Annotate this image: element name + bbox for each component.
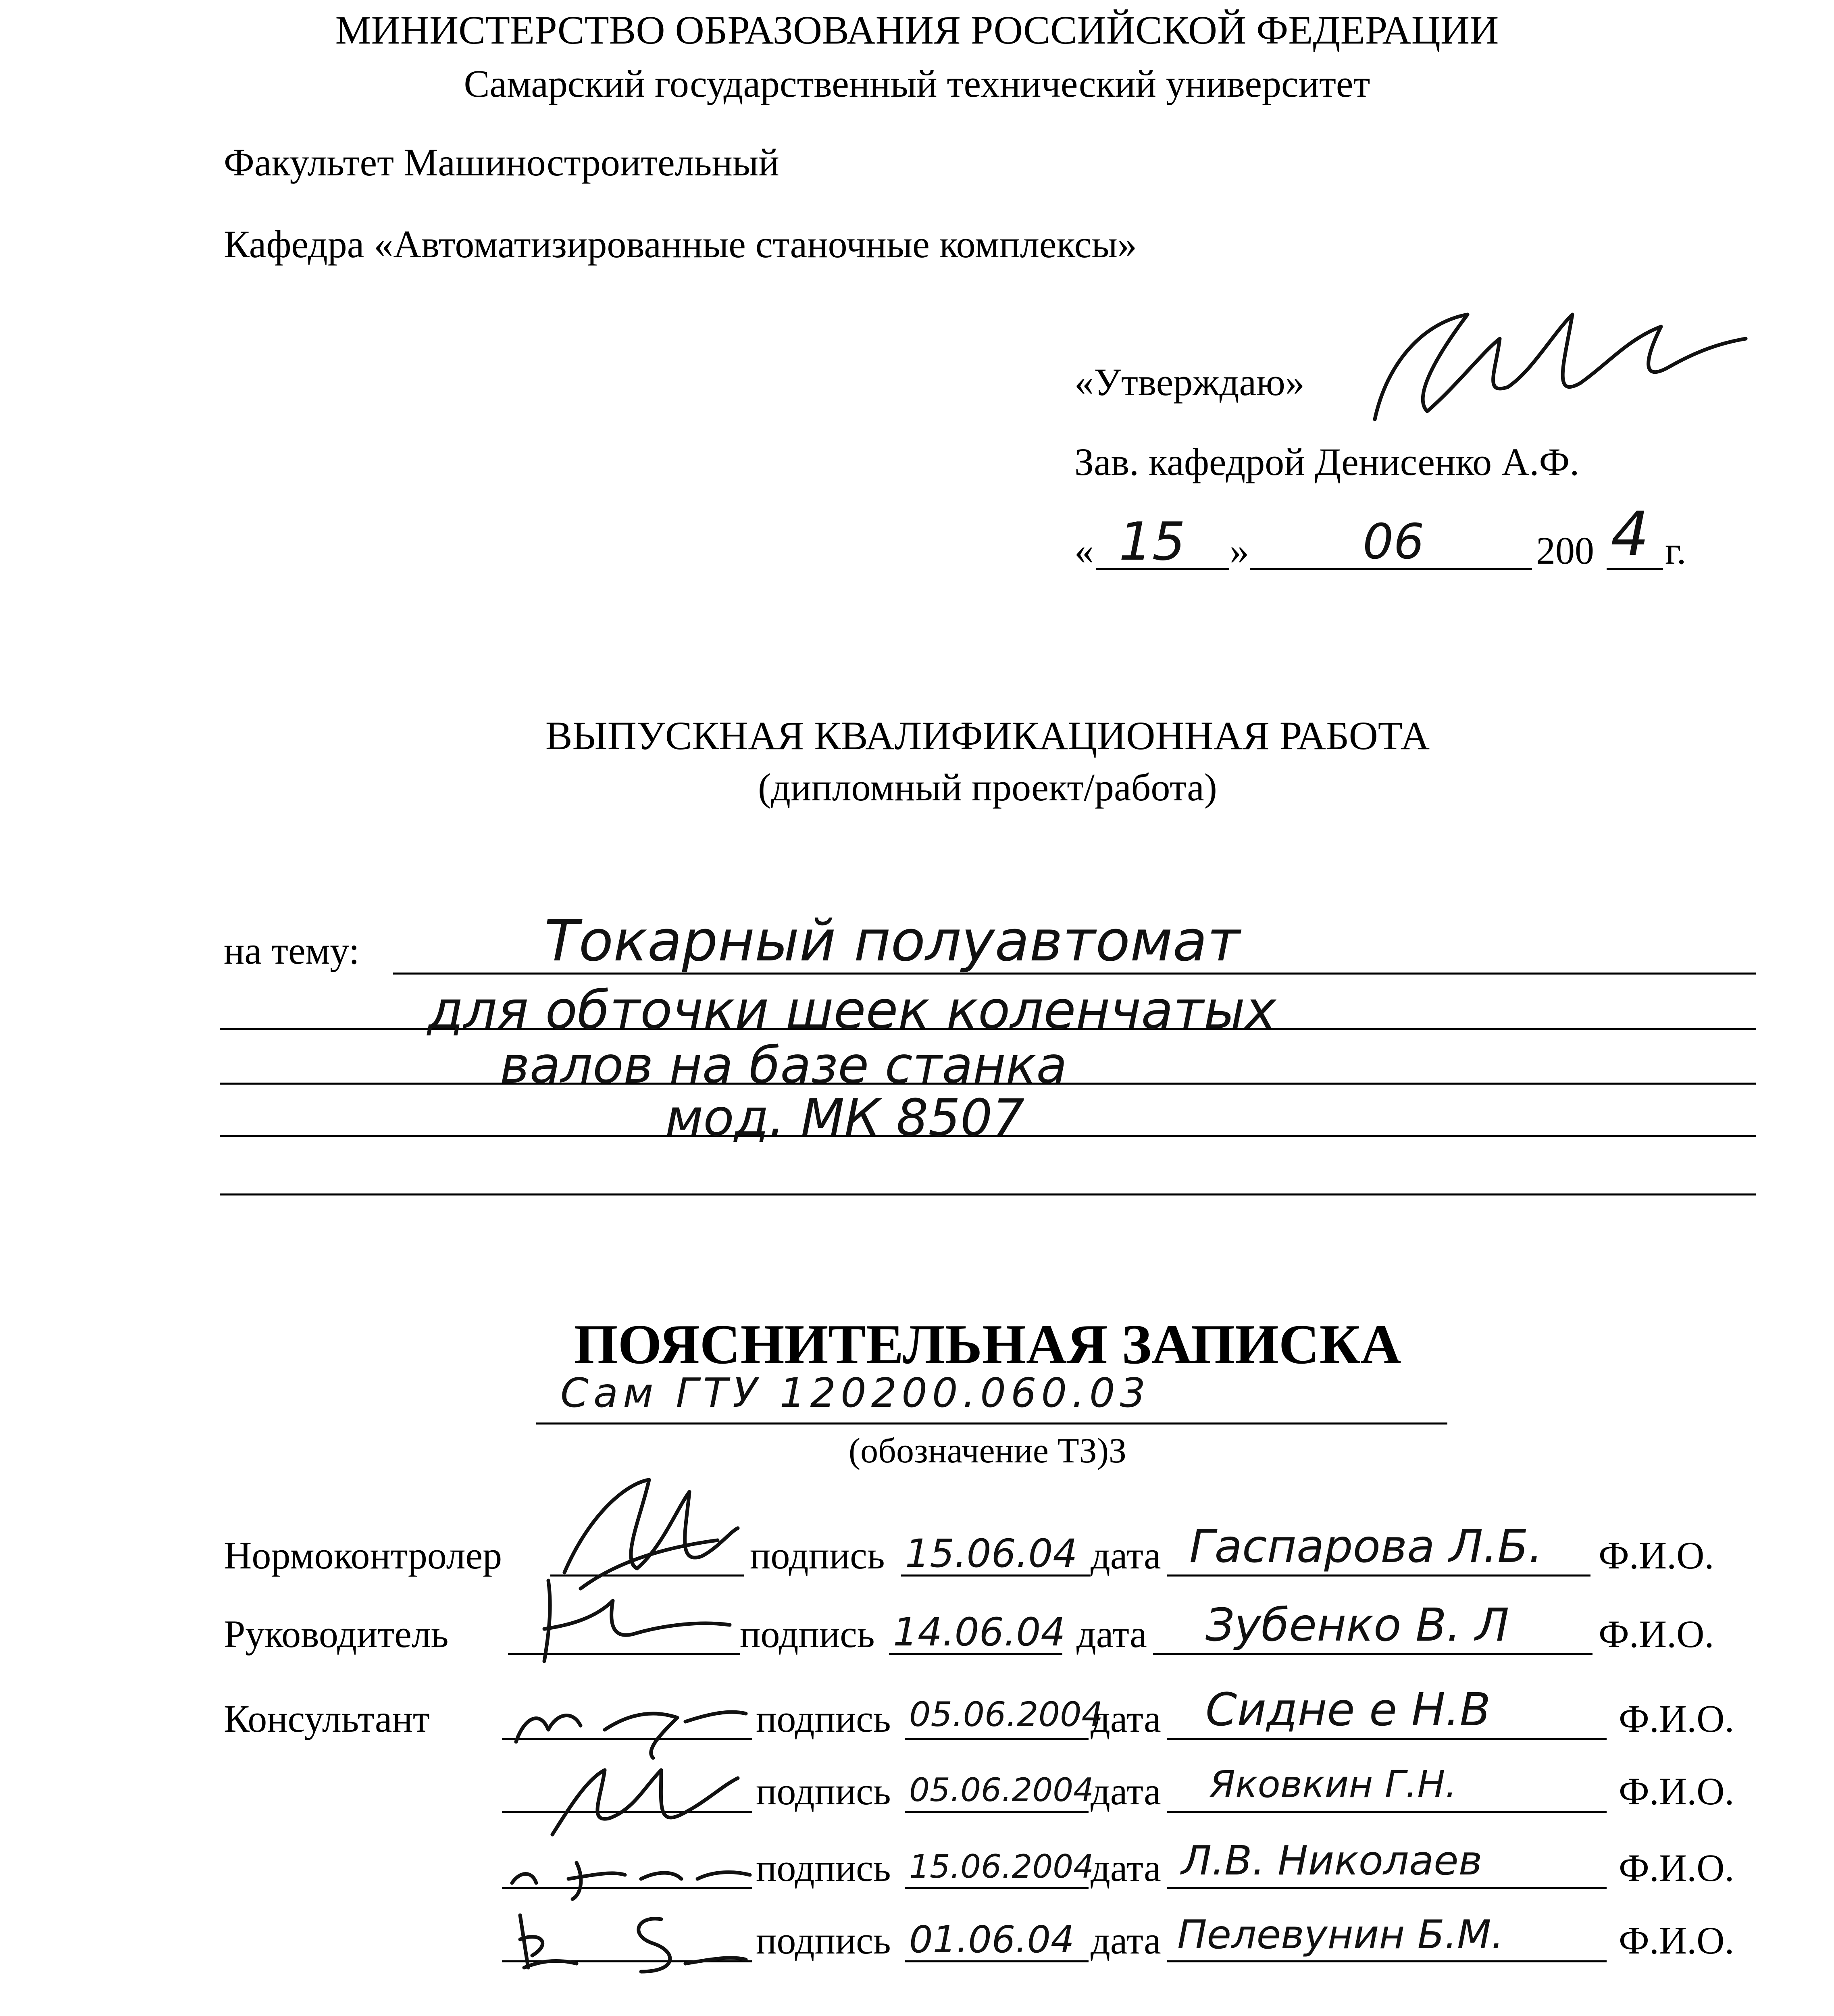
fio-label: Ф.И.О.: [1619, 1919, 1734, 1962]
note-title: ПОЯСНИТЕЛЬНАЯ ЗАПИСКА: [574, 1313, 1401, 1376]
approve-label: «Утверждаю»: [1074, 360, 1305, 404]
head-of-department-label: Зав. кафедрой Денисенко А.Ф.: [1074, 440, 1580, 483]
fio-label: Ф.И.О.: [1599, 1534, 1714, 1577]
fio-label: Ф.И.О.: [1619, 1770, 1734, 1813]
signer-name: Сидне е Н.В: [1205, 1684, 1491, 1736]
work-title: ВЫПУСКНАЯ КВАЛИФИКАЦИОННАЯ РАБОТА: [545, 713, 1430, 758]
designation-caption: (обозначение ТЗ)З: [848, 1431, 1127, 1470]
approval-month: 06: [1363, 514, 1424, 570]
topic-line-5: [220, 1193, 1756, 1195]
department-line: Кафедра «Автоматизированные станочные комплексы»: [224, 223, 1137, 266]
fio-label: Ф.И.О.: [1619, 1697, 1734, 1740]
sign-label: подпись: [740, 1612, 875, 1656]
name-line: [1167, 1738, 1607, 1740]
year-suffix: г.: [1665, 529, 1686, 572]
name-line: [1167, 1574, 1590, 1577]
sign-date: 05.06.2004: [909, 1695, 1103, 1734]
designation-underline: [536, 1422, 1447, 1425]
sign-date: 15.06.04: [905, 1531, 1078, 1576]
date-open-quote: «: [1074, 529, 1094, 572]
sign-label: подпись: [750, 1534, 885, 1577]
name-line: [1153, 1653, 1593, 1655]
signer-name: Гаспарова Л.Б.: [1189, 1520, 1543, 1573]
topic-text-1: Токарный полуавтомат: [544, 908, 1240, 974]
sign-date: 05.06.2004: [909, 1771, 1094, 1809]
date-label: дата: [1091, 1697, 1161, 1740]
signature-image: [508, 1899, 750, 1980]
sign-label: подпись: [756, 1770, 891, 1813]
sign-date: 15.06.2004: [909, 1848, 1094, 1885]
date-label: дата: [1091, 1846, 1161, 1889]
sign-date: 01.06.04: [909, 1918, 1074, 1961]
ministry-heading: МИНИСТЕРСТВО ОБРАЗОВАНИЯ РОССИЙСКОЙ ФЕДЕРАЦИИ: [335, 8, 1499, 52]
university-name: Самарский государственный технический университет: [464, 62, 1370, 105]
date-line: [905, 1811, 1089, 1813]
name-line: [1167, 1887, 1607, 1889]
work-subtitle: (дипломный проект/работа): [758, 766, 1217, 809]
role-label-normocontroller: Нормоконтролер: [224, 1534, 502, 1577]
date-line: [905, 1738, 1089, 1740]
sign-label: подпись: [756, 1846, 891, 1889]
date-label: дата: [1076, 1612, 1147, 1656]
signer-name: Пелевунин Б.М.: [1177, 1912, 1504, 1958]
head-signature-image: [1363, 290, 1750, 444]
fio-label: Ф.И.О.: [1599, 1612, 1714, 1656]
sign-date: 14.06.04: [893, 1610, 1066, 1655]
sign-label: подпись: [756, 1697, 891, 1740]
approval-day: 15: [1119, 511, 1186, 572]
signer-name: Зубенко В. Л: [1205, 1599, 1509, 1652]
year-prefix: 200: [1536, 529, 1594, 572]
topic-text-2: для обточки шеек коленчатых: [427, 979, 1276, 1041]
topic-text-4: мод. МК 8507: [665, 1089, 1025, 1147]
approval-year-digit: 4: [1611, 499, 1649, 569]
note-designation: Сам ГТУ 120200.060.03: [560, 1369, 1151, 1416]
faculty-line: Факультет Машиностроительный: [224, 141, 779, 184]
signature-image: [540, 1746, 742, 1847]
topic-text-3: валов на базе станка: [500, 1036, 1067, 1095]
fio-label: Ф.И.О.: [1619, 1846, 1734, 1889]
date-label: дата: [1091, 1770, 1161, 1813]
sign-label: подпись: [756, 1919, 891, 1962]
signature-image: [532, 1568, 734, 1673]
signature-image: [504, 1839, 754, 1903]
date-line: [905, 1887, 1089, 1889]
date-label: дата: [1091, 1919, 1161, 1962]
signer-name: Яковкин Г.Н.: [1209, 1763, 1457, 1806]
role-label-consultant: Консультант: [224, 1697, 430, 1740]
student-signature-image: [508, 2000, 734, 2016]
name-line: [1167, 1811, 1607, 1813]
topic-label: на тему:: [224, 929, 360, 972]
date-close-quote: »: [1230, 529, 1249, 572]
name-line: [1167, 1960, 1607, 1962]
signer-name: Л.В. Николаев: [1181, 1837, 1482, 1884]
date-label: дата: [1091, 1534, 1161, 1577]
role-label-supervisor: Руководитель: [224, 1612, 449, 1656]
